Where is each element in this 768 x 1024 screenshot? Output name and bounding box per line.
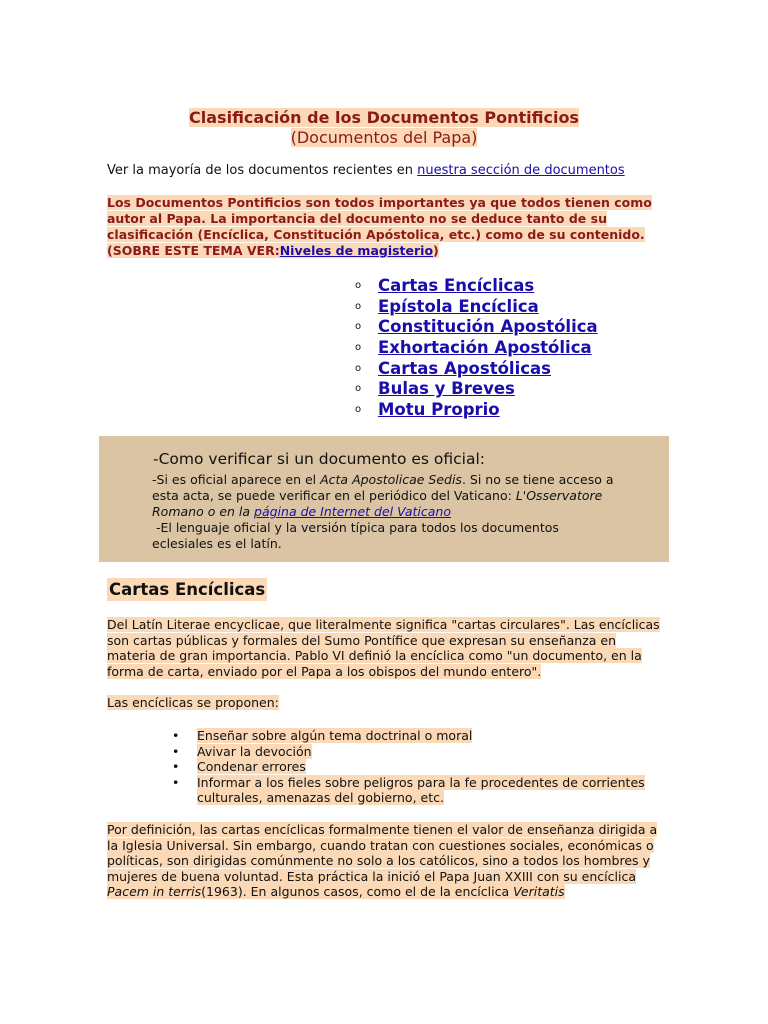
- importance-note-text: Los Documentos Pontificios son todos importantes ya que todos tienen como autor al Papa. La importancia del documento no se deduce tanto de su clasificación (Encíclica, Constitución Apóstolica, etc.) como de su contenido. (SOBRE ESTE TEMA VER:: [107, 195, 652, 258]
- bullet-icon: •: [172, 728, 180, 743]
- scope-text-a: Por definición, las cartas encíclicas formalmente tienen el valor de enseñanza dirigida a la Iglesia Universal. Sin embargo, cuando tratan con cuestiones sociales, económicas o políticas, son dirigidas comúnmente no solo a los católicos, sino a todos los hombres y mujeres de buena voluntad. Esta práctica la inició el Papa Juan XXIII con su encíclica: [107, 822, 658, 884]
- list-item: [172, 744, 662, 760]
- toc-item: [355, 316, 598, 337]
- page-subtitle: [0, 128, 768, 147]
- page-title-text: Clasificación de los Documentos Pontificios: [189, 108, 579, 127]
- list-item: [172, 728, 662, 744]
- bullet-icon: o: [355, 362, 362, 374]
- toc-item: [355, 337, 598, 358]
- bullet-icon: o: [355, 383, 362, 395]
- list-item-text: Enseñar sobre algún tema doctrinal o moral: [197, 728, 473, 743]
- vatican-website-link[interactable]: página de Internet del Vaticano: [254, 504, 451, 519]
- bullet-icon: o: [355, 300, 362, 312]
- list-item-text: Avivar la devoción: [197, 743, 312, 759]
- verification-text: [152, 472, 622, 552]
- intro-line: [107, 163, 625, 178]
- veritatis-title: Veritatis: [513, 884, 565, 900]
- toc-link-cartas-enciclicas[interactable]: Cartas Encíclicas: [378, 275, 535, 295]
- intro-text: Ver la mayoría de los documentos recientes en: [107, 163, 418, 178]
- verification-line-1b: . Si no se tiene acceso a esta acta, se puede verificar en el periódico del Vaticano:: [152, 472, 614, 503]
- scope-paragraph: [107, 822, 667, 900]
- verification-title: -Como verificar si un documento es oficial:: [153, 450, 486, 468]
- toc-link-motu-proprio[interactable]: Motu Proprio: [378, 399, 500, 419]
- list-item: [172, 775, 662, 806]
- toc-item: [355, 275, 598, 296]
- pacem-in-terris-title: Pacem in terris: [107, 884, 202, 900]
- page-subtitle-text: (Documentos del Papa): [290, 128, 478, 147]
- bullet-icon: o: [355, 403, 362, 415]
- purposes-intro: [107, 695, 279, 710]
- scope-text-b: (1963). En algunos casos, como el de la encíclica: [201, 884, 514, 900]
- importance-note: [107, 195, 652, 259]
- list-item-text: Informar a los fieles sobre peligros para la fe procedentes de corrientes culturales, amenazas del gobierno, etc.: [197, 774, 645, 806]
- bullet-icon: •: [172, 743, 180, 759]
- toc-link-constitucion-apostolica[interactable]: Constitución Apostólica: [378, 317, 598, 337]
- verification-line-2: -El lenguaje oficial y la versión típica para todos los documentos eclesiales es el latín.: [152, 520, 559, 551]
- toc-item: [355, 358, 598, 379]
- document-types-list: [355, 275, 598, 420]
- toc-link-epistola-enciclica[interactable]: Epístola Encíclica: [378, 296, 539, 316]
- toc-link-bulas-y-breves[interactable]: Bulas y Breves: [378, 379, 515, 399]
- acta-title: Acta Apostolicae Sedis: [320, 472, 462, 487]
- page-title: [0, 108, 768, 127]
- toc-item: [355, 296, 598, 317]
- toc-link-cartas-apostolicas[interactable]: Cartas Apostólicas: [378, 358, 551, 378]
- list-item-text: Condenar errores: [197, 759, 306, 775]
- bullet-icon: o: [355, 279, 362, 291]
- section-heading: Cartas Encíclicas: [109, 580, 266, 599]
- importance-note-close: ): [433, 243, 439, 258]
- toc-item: [355, 378, 598, 399]
- newspaper-name: L'Osservatore Romano o en la: [152, 488, 603, 519]
- bullet-icon: o: [355, 321, 362, 333]
- purposes-list: [172, 728, 662, 806]
- definition-paragraph: [107, 617, 667, 679]
- verification-box: [99, 436, 669, 562]
- magisterium-levels-link[interactable]: Niveles de magisterio: [279, 243, 434, 258]
- toc-item: [355, 399, 598, 420]
- list-item: [172, 759, 662, 775]
- bullet-icon: o: [355, 341, 362, 353]
- definition-text: Del Latín Literae encyclicae, que literalmente significa "cartas circulares". Las encíclicas son cartas públicas y formales del Sumo Pontífice que expresan su enseñanza en materia de gran importancia. Pablo VI definió la encíclica como "un documento, en la forma de carta, enviado por el Papa a los obispos del mundo entero".: [107, 617, 660, 679]
- toc-link-exhortacion-apostolica[interactable]: Exhortación Apostólica: [378, 337, 592, 357]
- verification-line-1a: -Si es oficial aparece en el: [152, 472, 321, 487]
- purposes-intro-text: Las encíclicas se proponen:: [107, 695, 279, 710]
- bullet-icon: •: [172, 774, 180, 790]
- bullet-icon: •: [172, 759, 180, 775]
- documents-section-link[interactable]: nuestra sección de documentos: [417, 163, 625, 178]
